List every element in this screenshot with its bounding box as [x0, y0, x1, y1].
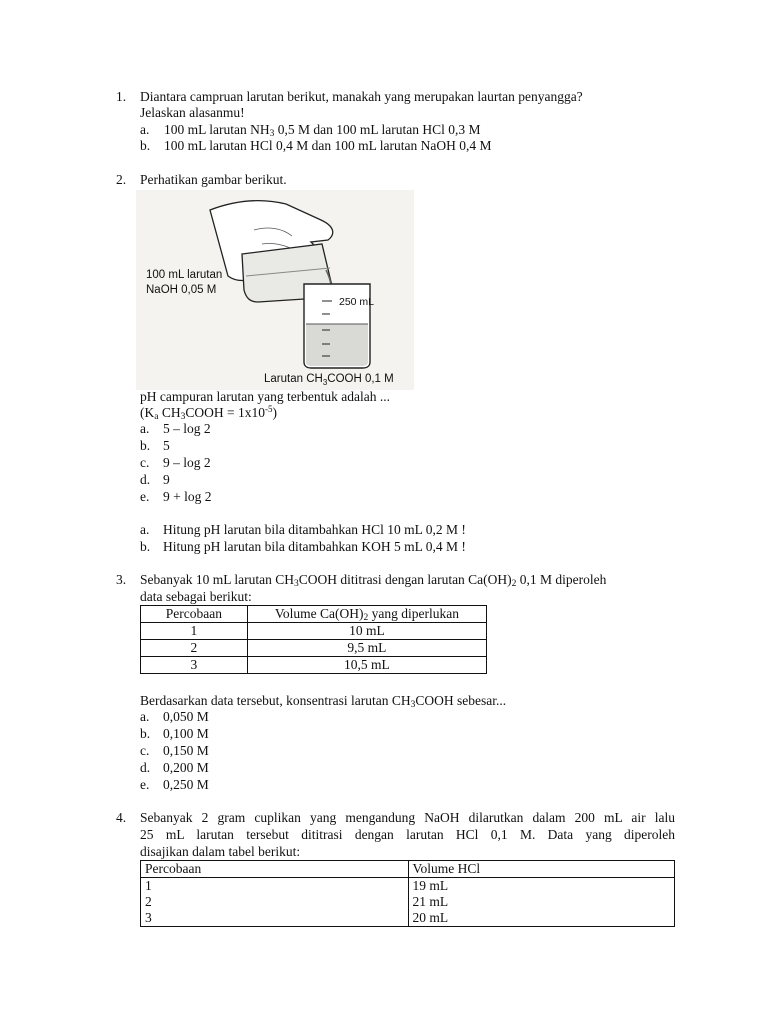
table-cell: 9,5 mL — [247, 640, 486, 657]
titration-table-hcl — [140, 860, 675, 927]
option-letter: b. — [140, 138, 151, 153]
table-row — [141, 640, 487, 657]
option-text: 9 — [163, 472, 170, 487]
table-cell: 1 — [141, 623, 248, 640]
option-a-text: 100 mL larutan $NH_3$ 0,5 M dan 100 mL larutan HCl 0,3 M — [164, 122, 481, 139]
option-letter: c. — [140, 743, 150, 758]
option-text: 0,250 M — [163, 777, 209, 792]
table-header: Percobaan — [141, 861, 409, 878]
table-row — [141, 657, 487, 674]
table-header: Volume $Ca(OH)_2$ yang diperlukan — [247, 606, 486, 623]
question-number: 2. — [116, 172, 127, 187]
option-text: 0,050 M — [163, 709, 209, 724]
option-letter: b. — [140, 438, 151, 453]
table-cell: 3 — [141, 910, 409, 927]
table-cell: 20 mL — [408, 910, 674, 927]
task-letter: a. — [140, 522, 150, 537]
table-row — [141, 878, 675, 895]
volume-mark-label: 250 mL — [339, 296, 375, 308]
naoh-label: 100 mL larutan — [146, 269, 223, 281]
beaker-pouring-illustration — [136, 190, 414, 390]
question-text: 25 mL larutan tersebut dititrasi dengan larutan HCl 0,1 M. Data yang diperoleh — [140, 827, 675, 842]
question-number: 3. — [116, 572, 127, 587]
question-text: Jelaskan alasanmu! — [140, 105, 245, 120]
titration-table-ca-oh — [140, 605, 487, 674]
table-header: Volume HCl — [408, 861, 674, 878]
table-cell: 2 — [141, 894, 409, 910]
option-text: 0,100 M — [163, 726, 209, 741]
ka-constant: ($K_a$ $CH_3COOH = 1x10^{-5}$) — [140, 404, 277, 422]
question-number: 1. — [116, 89, 127, 104]
question-text: Sebanyak 2 gram cuplikan yang mengandung NaOH dilarutkan dalam 200 mL air lalu — [140, 810, 675, 825]
question-text: Berdasarkan data tersebut, konsentrasi larutan $CH_3COOH$ sebesar... — [140, 693, 507, 710]
figure-caption: Larutan $CH_3COOH$ 0,1 M — [264, 373, 394, 387]
table-row — [141, 894, 675, 910]
option-text: 5 — [163, 438, 170, 453]
option-letter: a. — [140, 122, 150, 137]
question-text: Perhatikan gambar berikut. — [140, 172, 287, 187]
beaker-liquid — [306, 324, 368, 366]
question-number: 4. — [116, 810, 127, 825]
option-text: 0,200 M — [163, 760, 209, 775]
option-letter: c. — [140, 455, 150, 470]
task-text: Hitung pH larutan bila ditambahkan KOH 5 mL 0,4 M ! — [163, 539, 466, 554]
table-cell: 10 mL — [247, 623, 486, 640]
option-text: 0,150 M — [163, 743, 209, 758]
question-text: disajikan dalam tabel berikut: — [140, 844, 301, 859]
table-cell: 1 — [141, 878, 409, 895]
option-text: 9 – log 2 — [163, 455, 211, 470]
option-letter: b. — [140, 726, 151, 741]
table-row — [141, 910, 675, 927]
table-header-row — [141, 606, 487, 623]
table-cell: 10,5 mL — [247, 657, 486, 674]
option-text: 9 + log 2 — [163, 489, 212, 504]
task-text: Hitung pH larutan bila ditambahkan HCl 10 mL 0,2 M ! — [163, 522, 466, 537]
option-letter: d. — [140, 760, 151, 775]
table-row — [141, 623, 487, 640]
table-cell: 21 mL — [408, 894, 674, 910]
option-text: 5 – log 2 — [163, 421, 211, 436]
task-letter: b. — [140, 539, 151, 554]
question-text: pH campuran larutan yang terbentuk adalah ... — [140, 389, 391, 404]
question-text: Sebanyak 10 mL larutan $CH_3COOH$ dititrasi dengan larutan $Ca(OH)_2$ 0,1 M diperoleh — [140, 572, 607, 589]
question-text: data sebagai berikut: — [140, 589, 252, 604]
table-cell: 19 mL — [408, 878, 674, 895]
table-header-row — [141, 861, 675, 878]
table-cell: 2 — [141, 640, 248, 657]
option-letter: e. — [140, 777, 150, 792]
option-letter: a. — [140, 709, 150, 724]
option-letter: d. — [140, 472, 151, 487]
table-header: Percobaan — [141, 606, 248, 623]
naoh-label: NaOH 0,05 M — [146, 284, 217, 296]
option-b-text: 100 mL larutan HCl 0,4 M dan 100 mL larutan NaOH 0,4 M — [164, 138, 492, 153]
table-cell: 3 — [141, 657, 248, 674]
titration-figure — [136, 190, 414, 390]
option-letter: a. — [140, 421, 150, 436]
option-letter: e. — [140, 489, 150, 504]
question-text: Diantara campruan larutan berikut, manakah yang merupakan laurtan penyangga? — [140, 89, 583, 104]
